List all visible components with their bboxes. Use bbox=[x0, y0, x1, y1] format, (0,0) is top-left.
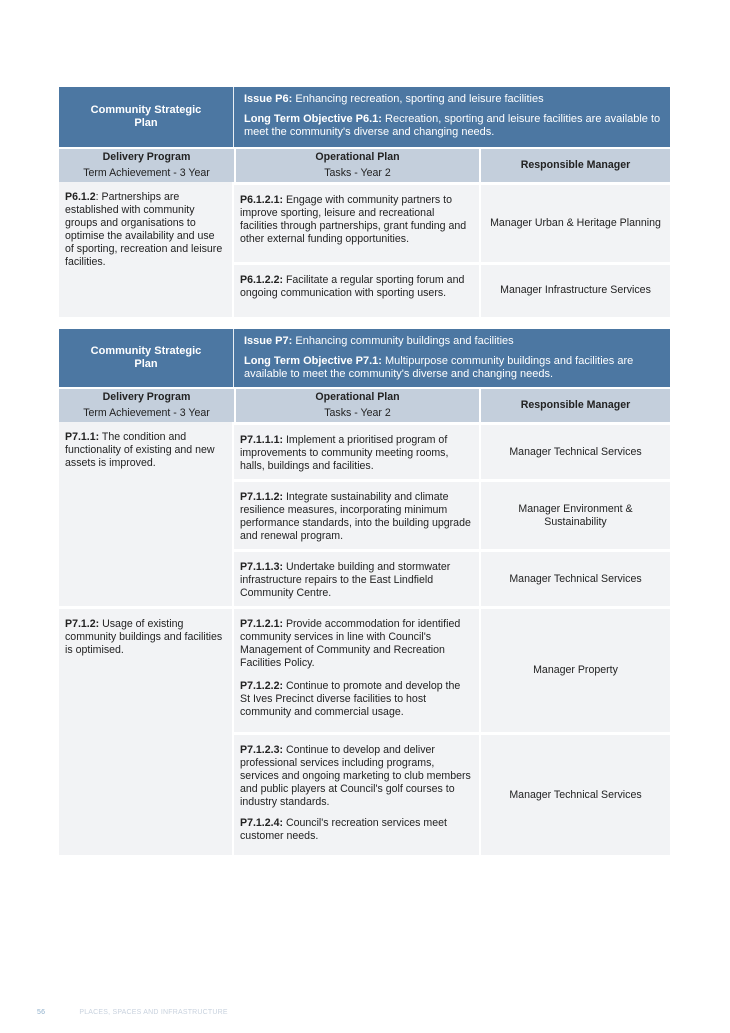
plan-table-p7 bbox=[59, 329, 670, 855]
task-cell: P7.1.1.3: Undertake building and stormwater infrastructure repairs to the East Lindfield Community Centre. bbox=[234, 549, 479, 606]
task-cell: P7.1.2.2: Continue to promote and develop the St Ives Precinct diverse facilities to host community and commercial usage. bbox=[234, 676, 479, 732]
page-number: 56 bbox=[37, 1009, 46, 1016]
issue-label: Issue P7: bbox=[244, 335, 293, 347]
page-footer bbox=[37, 1009, 228, 1016]
header-left bbox=[59, 329, 234, 387]
table-row bbox=[59, 606, 670, 676]
delivery-program-cell: P6.1.2: Partnerships are established with community groups and organisations to optimise the availability and use of sporting, recreation and leisure facilities. bbox=[59, 182, 234, 317]
objective-label: Long Term Objective P7.1: bbox=[244, 355, 382, 367]
issue-cell bbox=[234, 329, 670, 387]
column-headers bbox=[59, 387, 670, 422]
task-cell: P7.1.1.2: Integrate sustainability and climate resilience measures, incorporating minimum performance standards, into the building upgrade and renewal program. bbox=[234, 479, 479, 549]
manager-cell: Manager Urban & Heritage Planning bbox=[479, 182, 670, 262]
delivery-program-header: Delivery Program Term Achievement - 3 Year bbox=[59, 387, 234, 422]
objective-label: Long Term Objective P6.1: bbox=[244, 113, 382, 125]
issue-text: Enhancing recreation, sporting and leisure facilities bbox=[292, 93, 544, 105]
community-strategic-plan-label: Community Strategic Plan bbox=[90, 104, 202, 129]
manager-cell: Manager Environment & Sustainability bbox=[479, 479, 670, 549]
issue-text: Enhancing community buildings and facilities bbox=[292, 335, 514, 347]
table-header bbox=[59, 329, 670, 387]
community-strategic-plan-label: Community Strategic Plan bbox=[90, 345, 202, 370]
manager-cell: Manager Infrastructure Services bbox=[479, 262, 670, 317]
header-left bbox=[59, 87, 234, 147]
task-cell: P7.1.2.3: Continue to develop and deliver professional services including programs, services and ongoing marketing to club members and public players at Council's golf courses to industry standards. bbox=[234, 732, 479, 815]
manager-cell: Manager Technical Services bbox=[479, 732, 670, 855]
task-cell: P7.1.2.1: Provide accommodation for identified community services in line with Council's Management of Community and Recreation Facilities Policy. bbox=[234, 606, 479, 676]
table-header bbox=[59, 87, 670, 147]
table-row bbox=[59, 422, 670, 479]
issue-label: Issue P6: bbox=[244, 93, 293, 105]
objective-text: Multipurpose community buildings and facilities are available to meet the community's diverse and changing needs. bbox=[244, 355, 634, 380]
operational-plan-header: Operational Plan Tasks - Year 2 bbox=[234, 147, 479, 182]
manager-cell: Manager Technical Services bbox=[479, 549, 670, 606]
column-headers bbox=[59, 147, 670, 182]
objective-text: Recreation, sporting and leisure facilities are available to meet the community's diverse and changing needs. bbox=[244, 113, 661, 138]
operational-plan-header: Operational Plan Tasks - Year 2 bbox=[234, 387, 479, 422]
task-cell: P6.1.2.2: Facilitate a regular sporting forum and ongoing communication with sporting users. bbox=[234, 262, 479, 317]
task-cell: P7.1.1.1: Implement a prioritised program of improvements to community meeting rooms, halls, buildings and facilities. bbox=[234, 422, 479, 479]
issue-cell bbox=[234, 87, 670, 147]
responsible-manager-header: Responsible Manager bbox=[479, 387, 670, 422]
manager-cell: Manager Property bbox=[479, 606, 670, 732]
task-cell: P6.1.2.1: Engage with community partners to improve sporting, leisure and recreational facilities through partnerships, grant funding and other external funding opportunities. bbox=[234, 182, 479, 262]
manager-cell: Manager Technical Services bbox=[479, 422, 670, 479]
delivery-program-cell: P7.1.2: Usage of existing community buildings and facilities is optimised. bbox=[59, 606, 234, 855]
responsible-manager-header: Responsible Manager bbox=[479, 147, 670, 182]
section-title: PLACES, SPACES AND INFRASTRUCTURE bbox=[79, 1009, 228, 1016]
delivery-program-header: Delivery Program Term Achievement - 3 Year bbox=[59, 147, 234, 182]
plan-table-p6 bbox=[59, 87, 670, 317]
task-cell: P7.1.2.4: Council's recreation services meet customer needs. bbox=[234, 815, 479, 855]
delivery-program-cell: P7.1.1: The condition and functionality of existing and new assets is improved. bbox=[59, 422, 234, 606]
table-row bbox=[59, 182, 670, 262]
